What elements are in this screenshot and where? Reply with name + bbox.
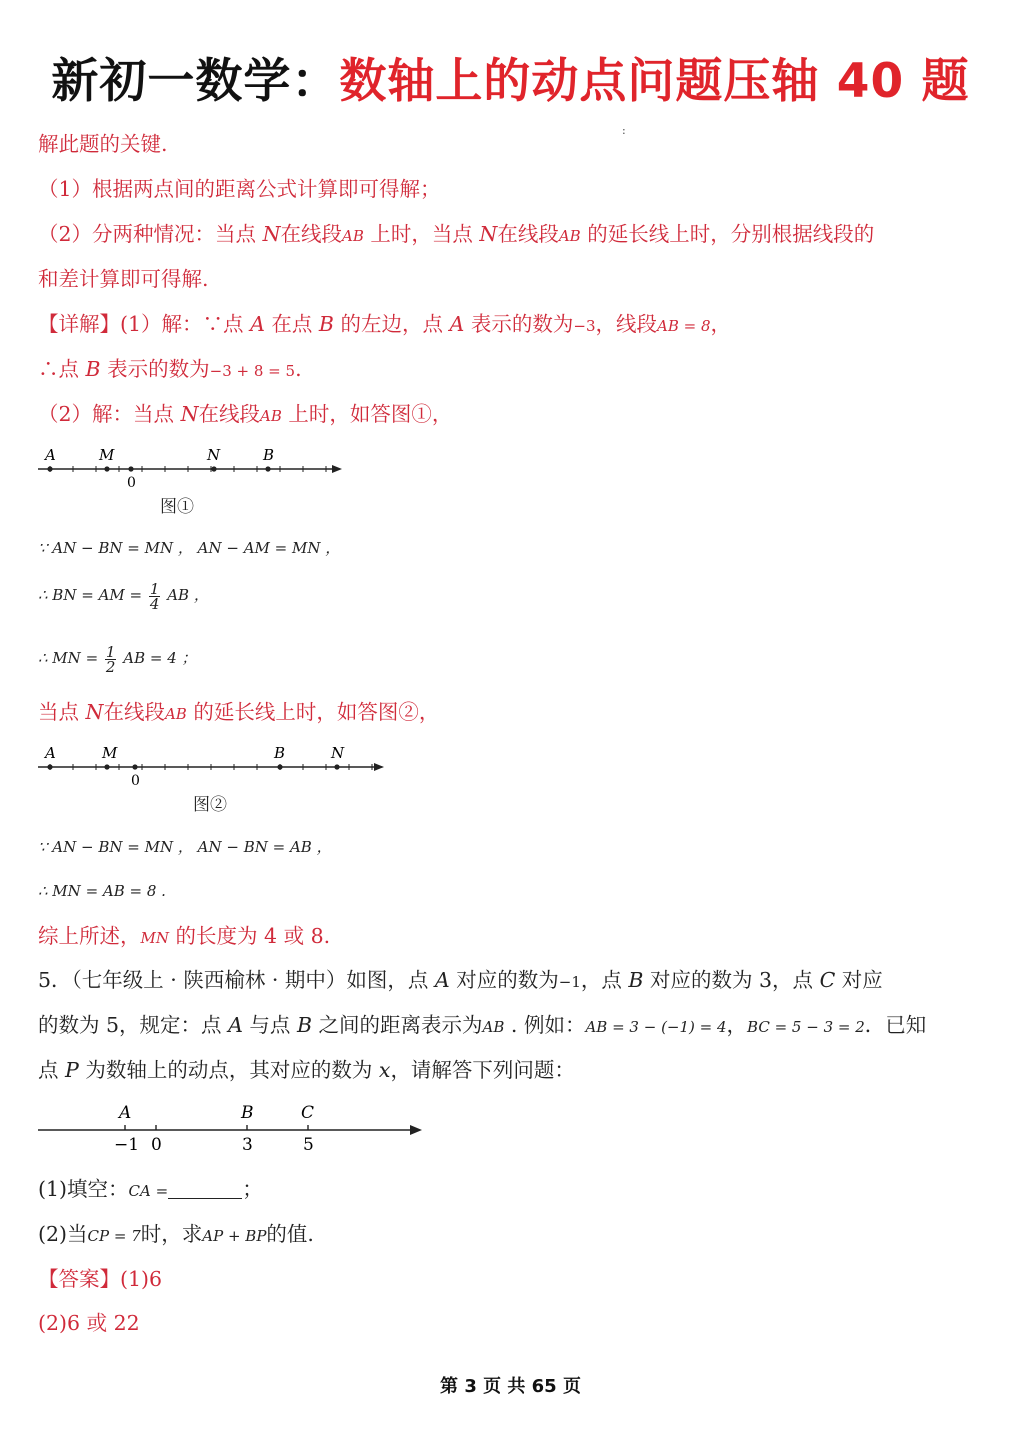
text-line-8 [38, 698, 439, 728]
expr: AB = 8 [657, 317, 711, 335]
title-red-part: 数轴上的动点问题压轴 40 题 [339, 54, 970, 109]
title-black-part: 新初一数学： [51, 54, 340, 109]
var-ab: AB [482, 1018, 505, 1036]
point-origin [132, 764, 137, 769]
t: 上时，如答图①， [281, 402, 453, 426]
tick-label-0: 0 [151, 1135, 162, 1155]
expr: −3 + 8 = 5 [209, 362, 296, 380]
var-x: x [378, 1058, 391, 1082]
question-part-2 [38, 1220, 314, 1250]
var-ab: AB [164, 705, 187, 723]
var-a: A [434, 968, 450, 992]
text-line-7 [38, 400, 452, 430]
t: AB ， [167, 586, 209, 604]
point-b [265, 466, 270, 471]
page-title [0, 44, 1021, 111]
text-line-6 [38, 355, 302, 385]
var-b: B [318, 312, 334, 336]
var-ab: AB [342, 227, 364, 245]
point-a [47, 466, 52, 471]
t: ，点 [580, 968, 629, 992]
t: 5．（七年级上 · 陕西榆林 · 期中）如图，点 [38, 968, 435, 992]
label-origin: 0 [127, 475, 136, 491]
t: 在线段 [280, 222, 342, 246]
num: −3 [573, 317, 596, 335]
var-ab: AB [260, 407, 282, 425]
tick-label-5: 5 [303, 1135, 314, 1155]
question-line-1 [38, 966, 883, 996]
t: 的延长线上时，分别根据线段的 [580, 222, 875, 246]
expr: AP + BP [202, 1227, 267, 1245]
label-n: N [207, 446, 221, 464]
t: 【详解】(1）解：∵点 [38, 312, 251, 336]
label-m: M [102, 744, 118, 762]
tick-label-minus-1: −1 [114, 1135, 140, 1155]
t: ．已知 [864, 1013, 927, 1037]
fraction-half [105, 642, 117, 676]
number-line-figure-1 [30, 444, 360, 494]
figure-2-caption: 图② [193, 795, 227, 815]
t: 的值. [266, 1222, 314, 1246]
point-m [104, 466, 109, 471]
var-n: N [85, 700, 104, 724]
t: 在线段 [497, 222, 559, 246]
point-n [211, 466, 216, 471]
number-line-figure-3 [30, 1098, 430, 1160]
text-line-1: 解此题的关键. [38, 132, 168, 156]
t: . [295, 357, 302, 381]
t: 与点 [242, 1013, 297, 1037]
t: （2）分两种情况：当点 [38, 222, 263, 246]
expr: CP = 7 [87, 1227, 141, 1245]
t: ∴ BN = AM = [38, 586, 143, 604]
t: . 例如： [504, 1013, 586, 1037]
var-n: N [180, 402, 199, 426]
figure-1-caption: 图① [160, 497, 194, 517]
point-a [47, 764, 52, 769]
var-b: B [628, 968, 644, 992]
num: −1 [558, 973, 581, 991]
var-n: N [262, 222, 281, 246]
point-origin [128, 466, 133, 471]
var-a: A [449, 312, 465, 336]
t: 点 [38, 1058, 66, 1082]
label-m: M [99, 446, 115, 464]
label-b: B [263, 446, 275, 464]
t: ； [242, 1177, 263, 1201]
var-a: A [228, 1013, 243, 1037]
expr: BC = 5 − 3 = 2 [747, 1018, 865, 1036]
t: 的左边，点 [334, 312, 450, 336]
t: 上时，当点 [363, 222, 480, 246]
var-a: A [250, 312, 265, 336]
t: ，请解答下列问题： [390, 1058, 575, 1082]
label-c: C [301, 1103, 315, 1123]
text-line-2: （1）根据两点间的距离公式计算即可得解； [38, 177, 441, 201]
t: 为数轴上的动点，其对应的数为 [78, 1058, 379, 1082]
point-n [334, 764, 339, 769]
label-a: A [45, 744, 56, 762]
t: 对应的数为 [449, 968, 559, 992]
label-n: N [331, 744, 345, 762]
math-line-5: ∴ MN = AB = 8 . [38, 882, 166, 900]
text-line-4: 和差计算即可得解. [38, 267, 209, 291]
answer-line-2: (2)6 或 22 [38, 1311, 140, 1335]
tick-label-3: 3 [242, 1135, 253, 1155]
answer-blank[interactable] [168, 1178, 242, 1199]
math-line-4: ∵ AN − BN = MN ， AN − BN = AB ， [38, 838, 332, 856]
t: (2)当 [38, 1222, 88, 1246]
t: 在线段 [198, 402, 260, 426]
t: 对应的数为 3，点 [643, 968, 820, 992]
label-b: B [274, 744, 286, 762]
t: 的延长线上时，如答图②， [186, 700, 440, 724]
axis-arrow [332, 465, 342, 473]
t: (1)填空： [38, 1177, 129, 1201]
var-b: B [85, 357, 101, 381]
var-p: P [65, 1058, 79, 1082]
fraction-quarter [149, 579, 161, 613]
point-m [104, 764, 109, 769]
text-line-3 [38, 220, 874, 250]
t: 的数为 5，规定：点 [38, 1013, 229, 1037]
numerator: 1 [149, 579, 160, 598]
label-b: B [241, 1103, 254, 1123]
point-b [277, 764, 282, 769]
label-a: A [119, 1103, 132, 1123]
denominator: 4 [149, 594, 160, 613]
question-part-1 [38, 1175, 263, 1205]
number-line-figure-2 [30, 742, 400, 792]
corner-mark: : [622, 124, 626, 137]
var-b: B [296, 1013, 313, 1037]
text-line-9 [38, 922, 330, 952]
t: ， [726, 1013, 748, 1037]
t: 之间的距离表示为 [312, 1013, 483, 1037]
t: 表示的数为 [464, 312, 574, 336]
answer-line-1: 【答案】(1)6 [38, 1267, 163, 1291]
t: （2）解：当点 [38, 402, 181, 426]
expr: CA = [128, 1182, 169, 1200]
math-line-3 [38, 638, 197, 678]
text-line-5 [38, 310, 731, 340]
page-footer: 第 3 页 共 65 页 [440, 1376, 581, 1397]
t: ∴点 [38, 357, 86, 381]
t: ， [710, 312, 732, 336]
t: 综上所述， [38, 924, 141, 948]
numerator: 1 [105, 642, 116, 661]
label-a: A [45, 446, 56, 464]
expr: AB = 3 − (−1) = 4 [585, 1018, 727, 1036]
t: 的长度为 4 或 8. [168, 924, 331, 948]
var-ab: AB [558, 227, 581, 245]
math-line-2 [38, 575, 209, 615]
denominator: 2 [105, 657, 116, 676]
label-origin: 0 [131, 773, 140, 789]
t: AB = 4 ； [123, 649, 197, 667]
var-n: N [479, 222, 498, 246]
t: 表示的数为 [100, 357, 210, 381]
question-line-2 [38, 1011, 926, 1041]
question-line-3 [38, 1056, 575, 1084]
t: 在线段 [103, 700, 165, 724]
t: 时，求 [140, 1222, 203, 1246]
t: 当点 [38, 700, 86, 724]
var-c: C [819, 968, 836, 992]
axis-arrow [374, 763, 384, 771]
t: 在点 [264, 312, 319, 336]
t: ∴ MN = [38, 649, 99, 667]
axis-arrow [410, 1125, 422, 1135]
math-line-1: ∵ AN − BN = MN ， AN − AM = MN ， [38, 539, 341, 557]
var-mn: MN [140, 929, 169, 947]
t: 对应 [835, 968, 883, 992]
t: ，线段 [595, 312, 658, 336]
